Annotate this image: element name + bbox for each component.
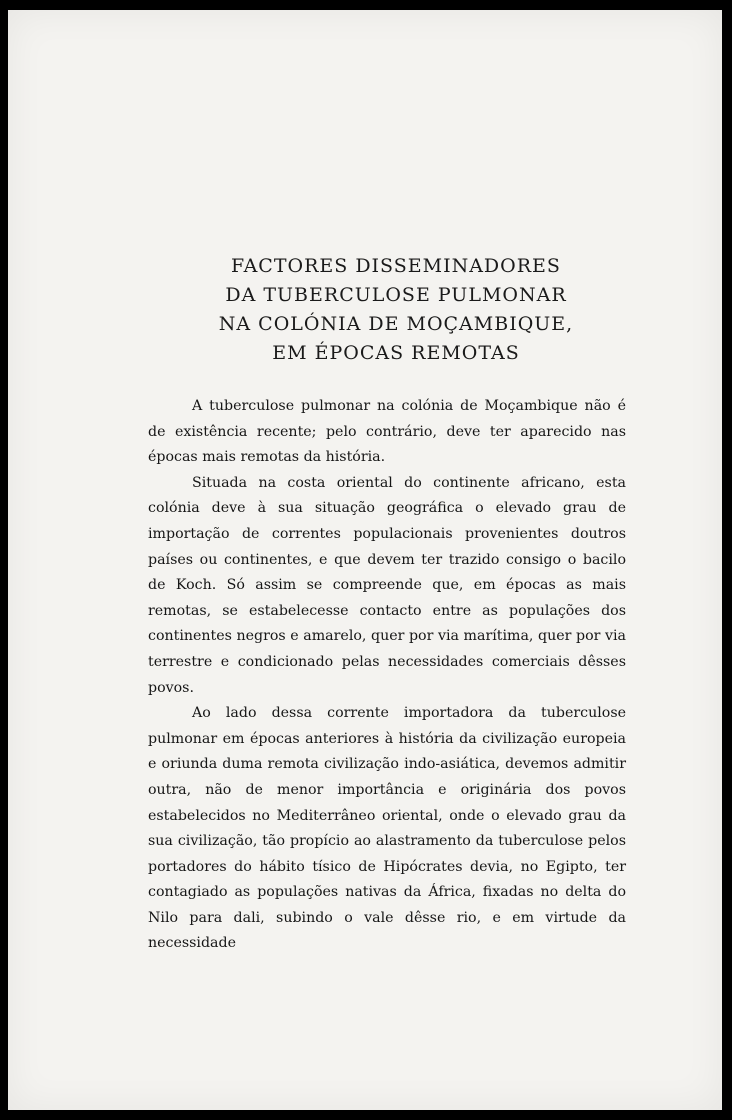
- title-line-3: NA COLÓNIA DE MOÇAMBIQUE,: [218, 313, 574, 335]
- title-line-1: FACTORES DISSEMINADORES: [231, 255, 561, 277]
- title-line-2: DA TUBERCULOSE PULMONAR: [225, 284, 567, 306]
- body-text: [148, 394, 626, 957]
- paragraph-2: Situada na costa oriental do continente africano, esta colónia deve à sua situação geográfica o elevado grau de importação de correntes populacionais provenientes doutros países ou continentes, e que devem ter trazido consigo o bacilo de Koch. Só assim se compreende que, em épocas as mais remotas, se estabelecesse contacto entre as populações dos continentes negros e amarelo, quer por via marítima, quer por via terrestre e condicionado pelas necessidades comerciais dêsses povos.: [148, 474, 626, 696]
- title-line-4: EM ÉPOCAS REMOTAS: [272, 342, 520, 364]
- paragraph-3: Ao lado dessa corrente importadora da tuberculose pulmonar em épocas anteriores à história da civilização europeia e oriunda duma remota civilização indo-asiática, devemos admitir outra, não de menor importância e originária dos povos estabelecidos no Mediterrâneo oriental, onde o elevado grau da sua civilização, tão propício ao alastramento da tuberculose pelos portadores do hábito tísico de Hipócrates devia, no Egipto, ter contagiado as populações nativas da África, fixadas no delta do Nilo para dali, subindo o vale dêsse rio, e em virtude da necessidade: [148, 705, 626, 952]
- paragraph-1: A tuberculose pulmonar na colónia de Moçambique não é de existência recente; pelo contrário, deve ter aparecido nas épocas mais remotas da história.: [148, 398, 626, 466]
- document-page: [8, 10, 722, 1110]
- chapter-title: [8, 252, 732, 368]
